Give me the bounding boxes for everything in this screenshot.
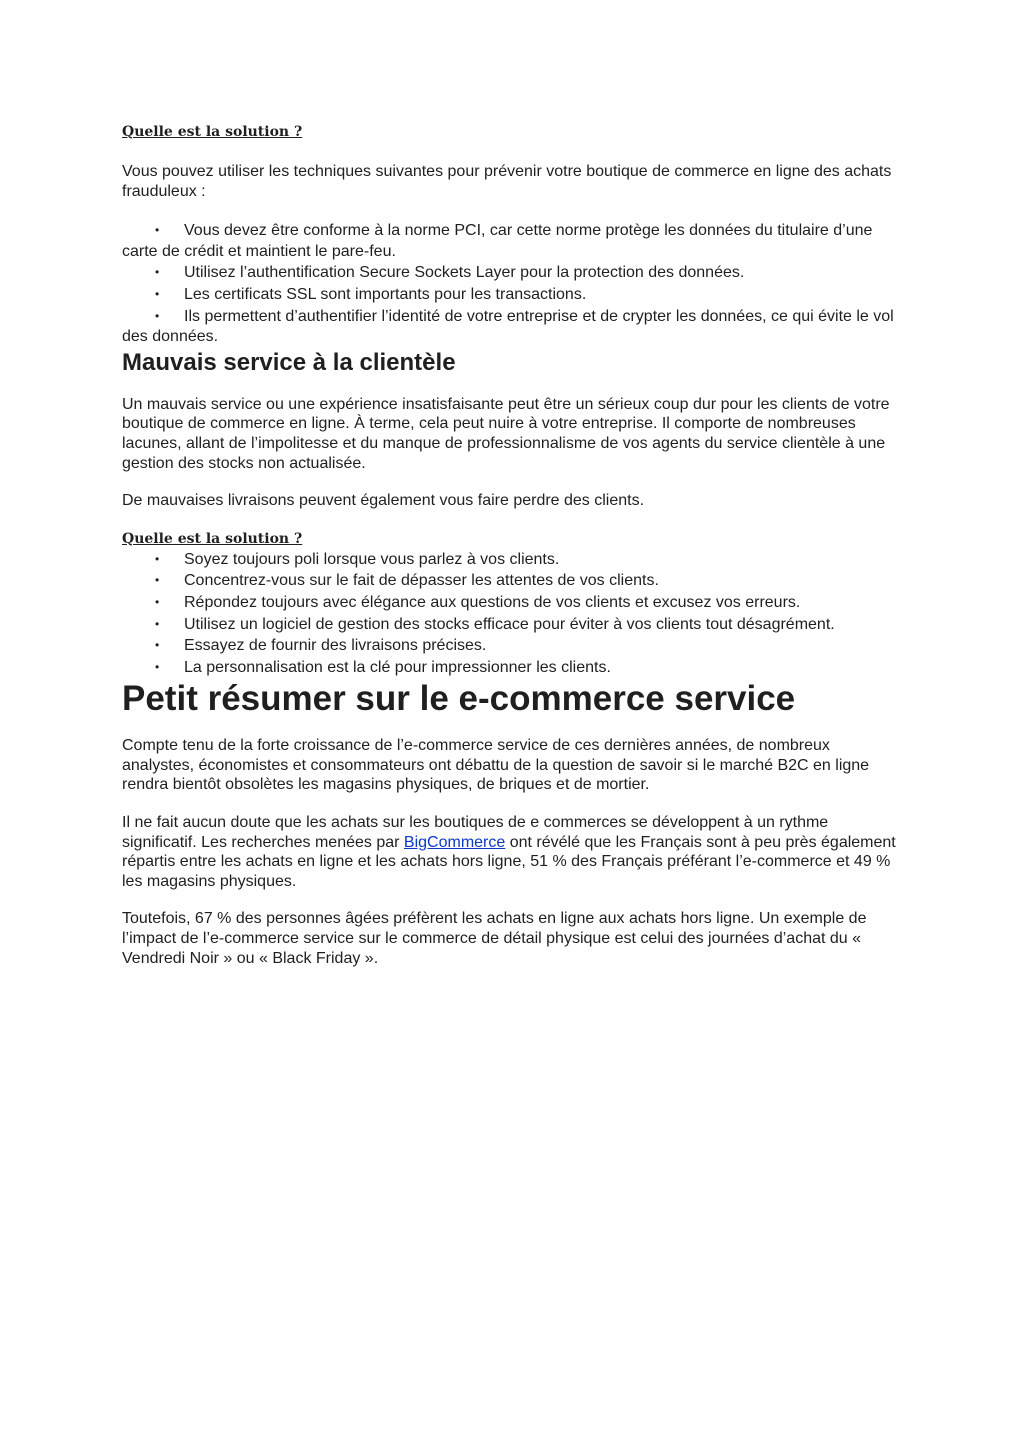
list-item: • Répondez toujours avec élégance aux questions de vos clients et excusez vos erreurs. [122,592,904,614]
list-item: • Soyez toujours poli lorsque vous parlez à vos clients. [122,549,904,571]
bigcommerce-paragraph: Il ne fait aucun doute que les achats sur les boutiques de e commerces se développent à un rythme significatif. Les recherches menées par BigCommerce ont révélé que les Français sont à peu près également répartis entre les achats en ligne et les achats hors ligne, 51 % des Français préférant l’e-commerce et 49 % les magasins physiques. [122,814,896,890]
bigcommerce-link[interactable]: BigCommerce [403,833,506,851]
black-friday-paragraph: Toutefois, 67 % des personnes âgées préfèrent les achats en ligne aux achats hors ligne. Un exemple de l’impact de l’e-commerce service sur le commerce de détail physique est celui des journées d’achat du « Vendredi Noir » ou « Black Friday ». [122,910,867,967]
list-item: • La personnalisation est la clé pour impressionner les clients. [122,657,904,679]
list-item: • Essayez de fournir des livraisons précises. [122,635,904,657]
section-heading-customer-service: Mauvais service à la clientèle [122,348,456,376]
bullet-icon: • [155,308,160,323]
list-item: • Utilisez l’authentification Secure Sockets Layer pour la protection des données. [122,262,904,284]
intro-paragraph: Vous pouvez utiliser les techniques suivantes pour prévenir votre boutique de commerce en ligne des achats frauduleux : [122,163,892,200]
list-item: • Utilisez un logiciel de gestion des stocks efficace pour éviter à vos clients tout désagrément. [122,614,904,636]
document-page [122,120,904,968]
fraud-solution-list [122,220,904,348]
bullet-icon: • [155,286,160,301]
bullet-icon: • [155,551,160,566]
bullet-icon: • [155,594,160,609]
bullet-icon: • [155,265,160,280]
bullet-icon: • [155,616,160,631]
bullet-icon: • [155,573,160,588]
bullet-icon: • [155,638,160,653]
deliveries-paragraph: De mauvaises livraisons peuvent également vous faire perdre des clients. [122,492,645,510]
list-item: • Ils permettent d’authentifier l’identité de votre entreprise et de crypter les données, ce qui évite le vol des données. [122,307,894,346]
list-item: • Concentrez-vous sur le fait de dépasser les attentes de vos clients. [122,570,904,592]
service-solution-list [122,549,904,679]
list-item: • Vous devez être conforme à la norme PCI, car cette norme protège les données du titulaire d’une carte de crédit et maintient le pare-feu. [122,222,873,260]
growth-paragraph: Compte tenu de la forte croissance de l’e-commerce service de ces dernières années, de nombreux analystes, économistes et consommateurs ont débattu de la question de savoir si le marché B2C en ligne rendra bientôt obsolètes les magasins physiques, de briques et de mortier. [122,737,870,794]
solution-subheading-2: Quelle est la solution ? [122,530,303,547]
list-item: • Les certificats SSL sont importants pour les transactions. [122,284,904,306]
customer-service-paragraph: Un mauvais service ou une expérience insatisfaisante peut être un sérieux coup dur pour les clients de votre boutique de commerce en ligne. À terme, cela peut nuire à votre entreprise. Il comporte de nombreuses lacunes, allant de l’impolitesse et du manque de professionnalisme de vos agents du service clientèle à une gestion des stocks non actualisée. [122,395,890,472]
bullet-icon: • [155,659,160,674]
solution-subheading-1: Quelle est la solution ? [122,124,303,140]
bullet-icon: • [155,223,160,238]
section-heading-summary: Petit résumer sur le e-commerce service [122,679,796,719]
